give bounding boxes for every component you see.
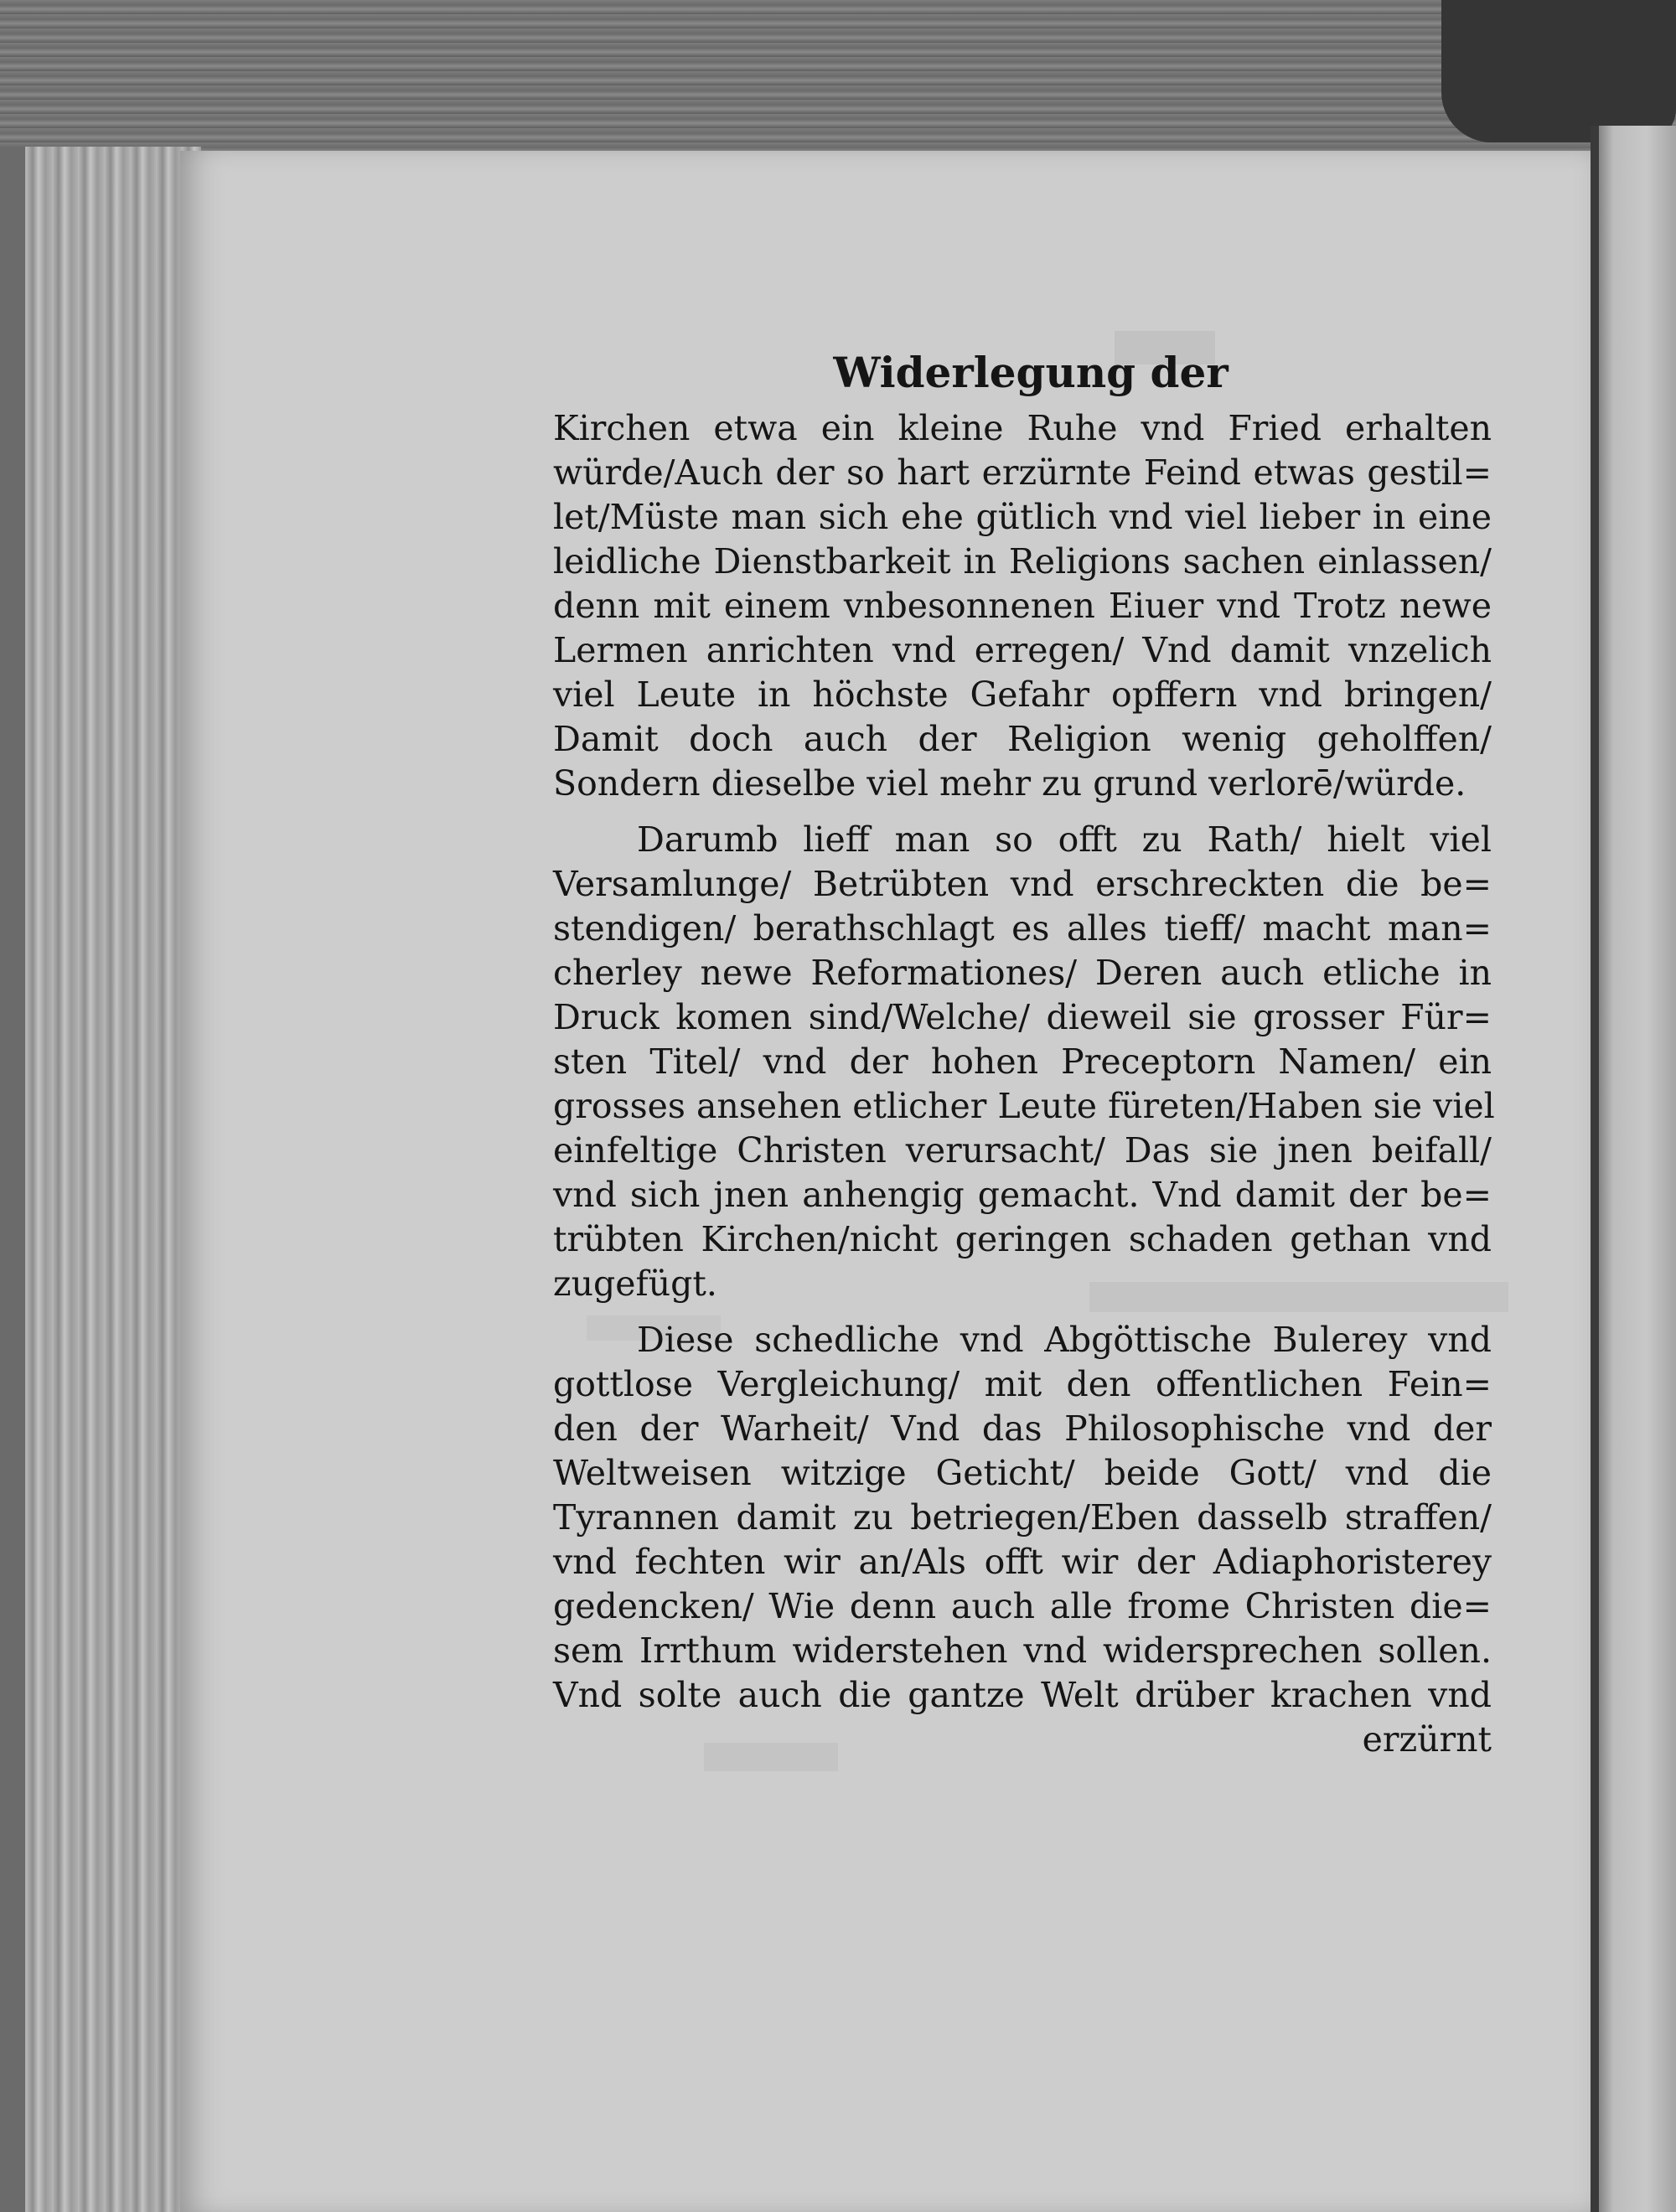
text-line: Tyrannen damit zu betriegen/Eben dasselb straffen/ xyxy=(553,1497,1492,1538)
text-line: Diese schedliche vnd Abgöttische Bulerey vnd xyxy=(637,1320,1492,1360)
gutter-shadow xyxy=(1591,126,1599,2212)
text-line: gedencken/ Wie denn auch alle frome Christen die= xyxy=(553,1586,1492,1626)
text-line: zugefügt. xyxy=(553,1264,717,1304)
text-line: Sondern dieselbe viel mehr zu grund verlorē/würde. xyxy=(553,763,1466,804)
catchword: erzürnt xyxy=(1362,1719,1492,1760)
text-line: Versamlunge/ Betrübten vnd erschreckten die be= xyxy=(553,864,1492,904)
text-line: Druck komen sind/Welche/ dieweil sie grosser Für= xyxy=(553,997,1492,1037)
running-head: Widerlegung der xyxy=(833,348,1229,397)
stacked-page-edges xyxy=(0,147,201,2212)
text-line: würde/Auch der so hart erzürnte Feind etwas gestil= xyxy=(553,452,1492,493)
paragraph-2 xyxy=(553,818,1495,1306)
text-line: gottlose Vergleichung/ mit den offentlichen Fein= xyxy=(553,1364,1492,1404)
text-line: stendigen/ berathschlagt es alles tieff/ macht man= xyxy=(553,908,1492,948)
text-line: trübten Kirchen/nicht geringen schaden gethan vnd xyxy=(553,1219,1492,1259)
binding-band xyxy=(1441,0,1676,142)
text-line: Damit doch auch der Religion wenig geholffen/ xyxy=(553,719,1492,759)
text-line: sten Titel/ vnd der hohen Preceptorn Namen/ ein xyxy=(553,1041,1492,1082)
text-line: Lermen anrichten vnd erregen/ Vnd damit vnzelich xyxy=(553,630,1492,670)
text-line: denn mit einem vnbesonnenen Eiuer vnd Trotz newe xyxy=(553,586,1492,626)
book-top-edge xyxy=(0,0,1676,172)
text-block xyxy=(553,339,1495,1762)
text-line: den der Warheit/ Vnd das Philosophische vnd der xyxy=(553,1408,1492,1449)
text-line: Vnd solte auch die gantze Welt drüber krachen vnd xyxy=(553,1675,1492,1715)
text-line: viel Leute in höchste Gefahr opffern vnd bringen/ xyxy=(553,674,1492,715)
text-line: leidliche Dienstbarkeit in Religions sachen einlassen/ xyxy=(553,541,1492,581)
text-line: Darumb lieff man so offt zu Rath/ hielt viel xyxy=(637,819,1492,860)
text-line: vnd fechten wir an/Als offt wir der Adiaphoristerey xyxy=(553,1542,1492,1582)
text-line: vnd sich jnen anhengig gemacht. Vnd damit der be= xyxy=(553,1175,1492,1215)
text-line: let/Müste man sich ehe gütlich vnd viel lieber in eine xyxy=(553,497,1492,537)
text-line: Weltweisen witzige Geticht/ beide Gott/ vnd die xyxy=(553,1453,1492,1493)
text-line: cherley newe Reformationes/ Deren auch etliche in xyxy=(553,953,1492,993)
next-leaf-edge xyxy=(1596,126,1676,2212)
text-line: sem Irrthum widerstehen vnd widersprechen sollen. xyxy=(553,1631,1492,1671)
text-line: Kirchen etwa ein kleine Ruhe vnd Fried erhalten xyxy=(553,408,1492,448)
page-edge-shadow xyxy=(0,147,25,2212)
text-line: einfeltige Christen verursacht/ Das sie jnen beifall/ xyxy=(553,1130,1492,1171)
paragraph-1 xyxy=(553,406,1492,806)
text-line: grosses ansehen etlicher Leute füreten/Haben sie viel xyxy=(553,1086,1495,1126)
paragraph-3 xyxy=(553,1318,1492,1718)
